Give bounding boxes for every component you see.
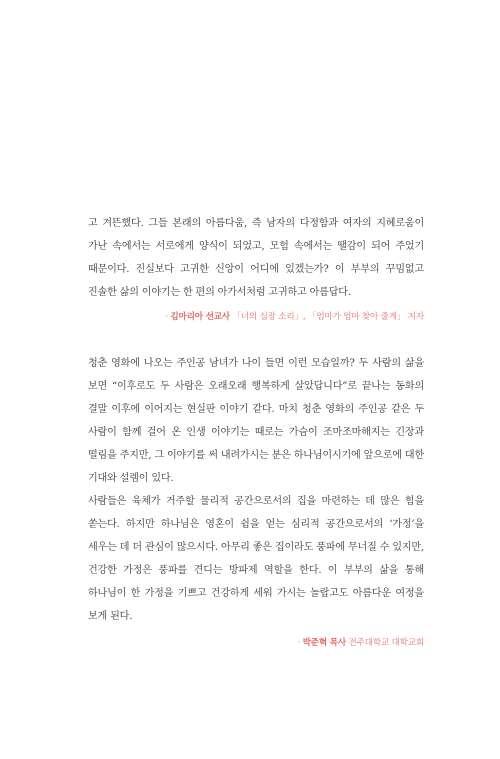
attribution-bullet: · xyxy=(165,312,171,322)
endorsement-1-paragraph-1: 고 겨뜬했다. 그들 본래의 아름다움, 즉 남자의 다정함과 여자의 지혜로움이 가난 속에서는 서로에게 양식이 되었고, 모험 속에서는 땔감이 되어 주었기 때문이다. 진실보다 고귀한 신앙이 어디에 있겠는가? 이 부부의 꾸밈없고 진솔한 삶의 이야기는 한 편의 아가서처럼 고귀하고 아름답다. xyxy=(88,218,424,298)
attribution-bullet: · xyxy=(297,638,303,648)
endorser-credentials: 「너의 심장 소리」, 「엄마가 엄마 찾아 줄게」 저자 xyxy=(229,312,424,322)
endorsement-1 xyxy=(88,212,424,324)
endorser-name: 김마리아 선교사 xyxy=(170,312,230,322)
endorsement-2 xyxy=(88,352,424,650)
endorsement-1-attribution xyxy=(88,310,424,324)
endorsement-2-paragraph-2: 사람들은 육체가 거주할 물리적 공간으로서의 집을 마련하는 데 많은 힘을 쏟는다. 하지만 하나님은 영혼이 쉼을 얻는 심리적 공간으로서의 ‘가정’을 세우는 데 더 관심이 많으시다. 아무리 좋은 집이라도 풍파에 무너질 수 있지만, 건강한 가정은 풍파를 견디는 방파제 역할을 한다. 이 부부의 삶을 통해 하나님이 한 가정을 기쁘고 건강하게 세워 가시는 놀랍고도 아름다운 여정을 보게 된다. xyxy=(88,496,424,622)
endorsement-2-attribution xyxy=(88,636,424,650)
endorser-name: 박준혁 목사 xyxy=(302,638,347,648)
endorser-credentials: 전주대학교 대학교회 xyxy=(346,638,424,648)
endorsement-2-paragraph-1: 청춘 영화에 나오는 주인공 남녀가 나이 들면 이런 모습일까? 두 사람의 삶을 보면 “이후로도 두 사람은 오래오래 행복하게 살았답니다”로 끝나는 동화의 결말 이후에 이어지는 현실판 이야기 같다. 마치 청춘 영화의 주인공 같은 두 사람이 함께 걸어 온 인생 이야기는 때로는 가슴이 조마조마해지는 긴장과 떨림을 주지만, 그 이야기를 써 내려가시는 분은 하나님이시기에 앞으로에 대한 기대와 설렘이 있다. xyxy=(88,358,424,484)
